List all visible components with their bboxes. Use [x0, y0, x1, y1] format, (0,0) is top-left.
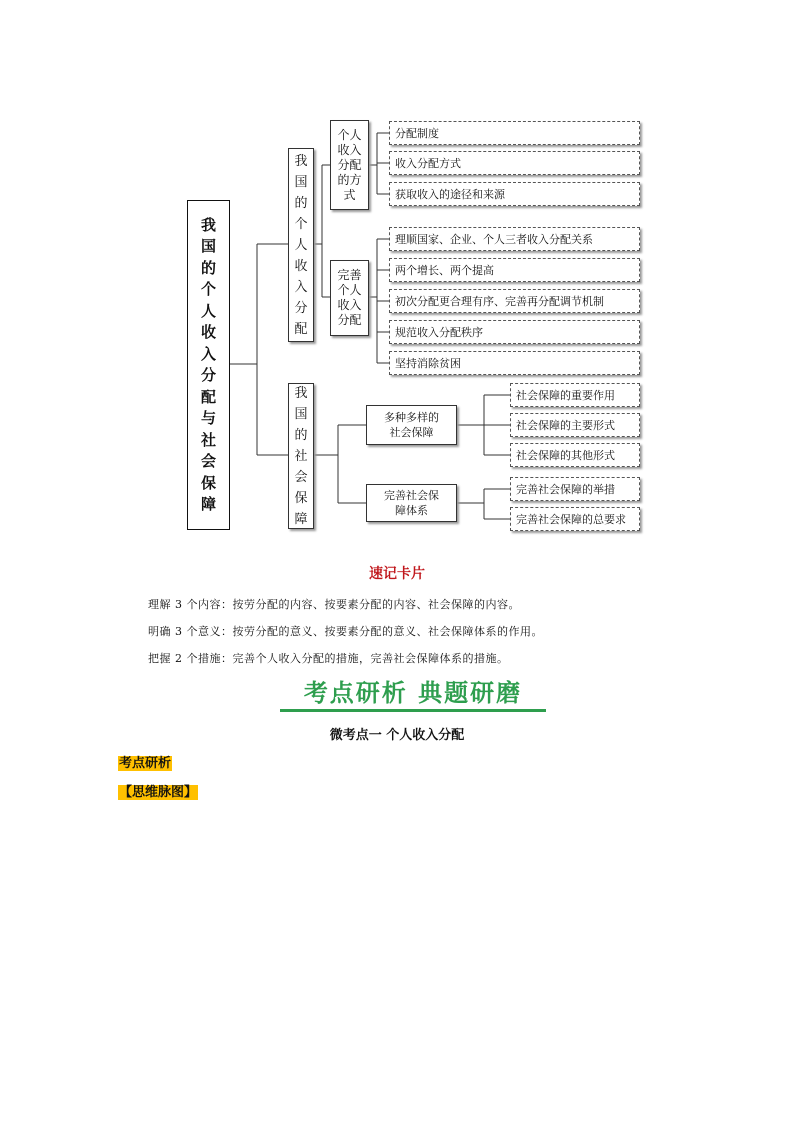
summary-line-understand: 理解 3 个内容：按劳分配的内容、按要素分配的内容、社会保障的内容。: [148, 598, 520, 611]
leaf-security-measures: 完善社会保障的举措: [510, 477, 640, 501]
banner-underline: [280, 709, 546, 712]
section-banner: 考点研析 典题研磨: [303, 679, 523, 707]
summary-line-grasp: 把握 2 个措施：完善个人收入分配的措施，完善社会保障体系的措施。: [148, 652, 509, 665]
leaf-distribution-system: 分配制度: [389, 121, 640, 145]
branch-social-security: 我国的社会保障: [288, 383, 314, 529]
leaf-security-other-forms: 社会保障的其他形式: [510, 443, 640, 467]
branch-income-distribution: 我国的个人收入分配: [288, 148, 314, 342]
tag-mind-map: 【思维脉图】: [119, 785, 198, 800]
leaf-distribution-way: 收入分配方式: [389, 151, 640, 175]
sub-diverse-security: 多种多样的社会保障: [366, 405, 457, 445]
sub-improve-security: 完善社会保障体系: [366, 484, 457, 522]
leaf-three-party-relation: 理顺国家、企业、个人三者收入分配关系: [389, 227, 640, 251]
leaf-redistribution: 初次分配更合理有序、完善再分配调节机制: [389, 289, 640, 313]
card-title: 速记卡片: [369, 566, 425, 582]
tag-analysis: 考点研析: [119, 756, 172, 771]
leaf-security-main-forms: 社会保障的主要形式: [510, 413, 640, 437]
mindmap-root-label: 我国的个人收入分配与社会保障: [200, 215, 216, 513]
mindmap-root: [187, 200, 230, 530]
leaf-income-sources: 获取收入的途径和来源: [389, 182, 640, 206]
sub-distribution-methods: 个人收入分配的方式: [330, 120, 369, 210]
leaf-security-role: 社会保障的重要作用: [510, 383, 640, 407]
micro-topic-heading: 微考点一 个人收入分配: [329, 728, 465, 743]
leaf-distribution-order: 规范收入分配秩序: [389, 320, 640, 344]
sub-improve-distribution: 完善个人收入分配: [330, 260, 369, 336]
leaf-two-growths: 两个增长、两个提高: [389, 258, 640, 282]
leaf-security-requirements: 完善社会保障的总要求: [510, 507, 640, 531]
leaf-eliminate-poverty: 坚持消除贫困: [389, 351, 640, 375]
summary-line-clarify: 明确 3 个意义：按劳分配的意义、按要素分配的意义、社会保障体系的作用。: [148, 625, 543, 638]
